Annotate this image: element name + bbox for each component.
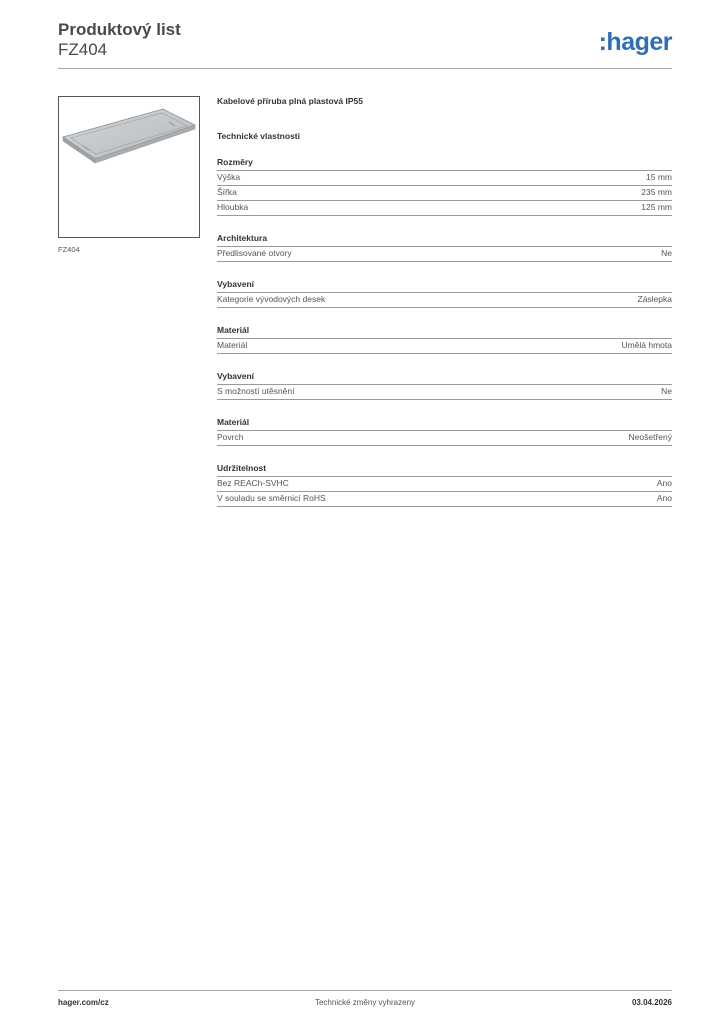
- cable-flange-plate-image: [59, 97, 199, 237]
- spec-value: Ano: [656, 493, 672, 503]
- spec-value: Ano: [656, 478, 672, 488]
- spec-label: Šířka: [217, 187, 237, 197]
- product-image-frame: [58, 96, 200, 238]
- spec-value: 15 mm: [646, 172, 672, 182]
- spec-row: [217, 385, 672, 400]
- header-divider: [58, 68, 672, 69]
- spec-row: [217, 477, 672, 492]
- spec-row: [217, 492, 672, 507]
- spec-row: [217, 186, 672, 201]
- spec-value: 125 mm: [641, 202, 672, 212]
- section-material-surface: [217, 417, 672, 446]
- section-sustainability: [217, 463, 672, 507]
- technical-properties-heading: Technické vlastnosti: [217, 131, 300, 141]
- spec-label: V souladu se směrnicí RoHS: [217, 493, 326, 503]
- spec-value: Ne: [661, 386, 672, 396]
- spec-row: [217, 293, 672, 308]
- footer-date: 03.04.2026: [631, 998, 672, 1007]
- section-title: Vybavení: [217, 371, 672, 385]
- section-title: Materiál: [217, 325, 672, 339]
- spec-value: Neošetřený: [628, 432, 672, 442]
- spec-label: Materiál: [217, 340, 248, 350]
- section-equipment-sealing: [217, 371, 672, 400]
- spec-label: Povrch: [217, 432, 244, 442]
- spec-label: Hloubka: [217, 202, 249, 212]
- section-title: Materiál: [217, 417, 672, 431]
- spec-value: Ne: [661, 248, 672, 258]
- website-link[interactable]: hager.com/cz: [58, 998, 109, 1007]
- spec-label: Bez REACh-SVHC: [217, 478, 289, 488]
- product-code: FZ404: [58, 40, 108, 59]
- spec-row: [217, 171, 672, 186]
- page-footer: [58, 998, 672, 1012]
- image-caption: FZ404: [58, 245, 80, 254]
- page-header: [58, 20, 672, 70]
- footer-divider: [58, 990, 672, 991]
- section-architecture: [217, 233, 672, 262]
- section-title: Udržitelnost: [217, 463, 672, 477]
- spec-row: [217, 247, 672, 262]
- spec-value: Umělá hmota: [621, 340, 672, 350]
- spec-value: 235 mm: [641, 187, 672, 197]
- section-equipment: [217, 279, 672, 308]
- spec-row: [217, 201, 672, 216]
- footer-note: Technické změny vyhrazeny: [314, 998, 416, 1007]
- spec-label: Výška: [217, 172, 241, 182]
- spec-label: Kategorie vývodových desek: [217, 294, 326, 304]
- product-title: Kabelové příruba plná plastová IP55: [217, 96, 363, 106]
- hager-logo: :hager: [598, 28, 672, 56]
- section-title: Rozměry: [217, 157, 672, 171]
- document-title: Produktový list: [58, 20, 181, 39]
- section-title: Vybavení: [217, 279, 672, 293]
- spec-row: [217, 339, 672, 354]
- section-dimensions: [217, 157, 672, 216]
- spec-label: Předlisované otvory: [217, 248, 292, 258]
- section-title: Architektura: [217, 233, 672, 247]
- section-material: [217, 325, 672, 354]
- product-details: [217, 96, 672, 507]
- spec-label: S možností utěsnění: [217, 386, 295, 396]
- spec-value: Záslepka: [637, 294, 672, 304]
- spec-row: [217, 431, 672, 446]
